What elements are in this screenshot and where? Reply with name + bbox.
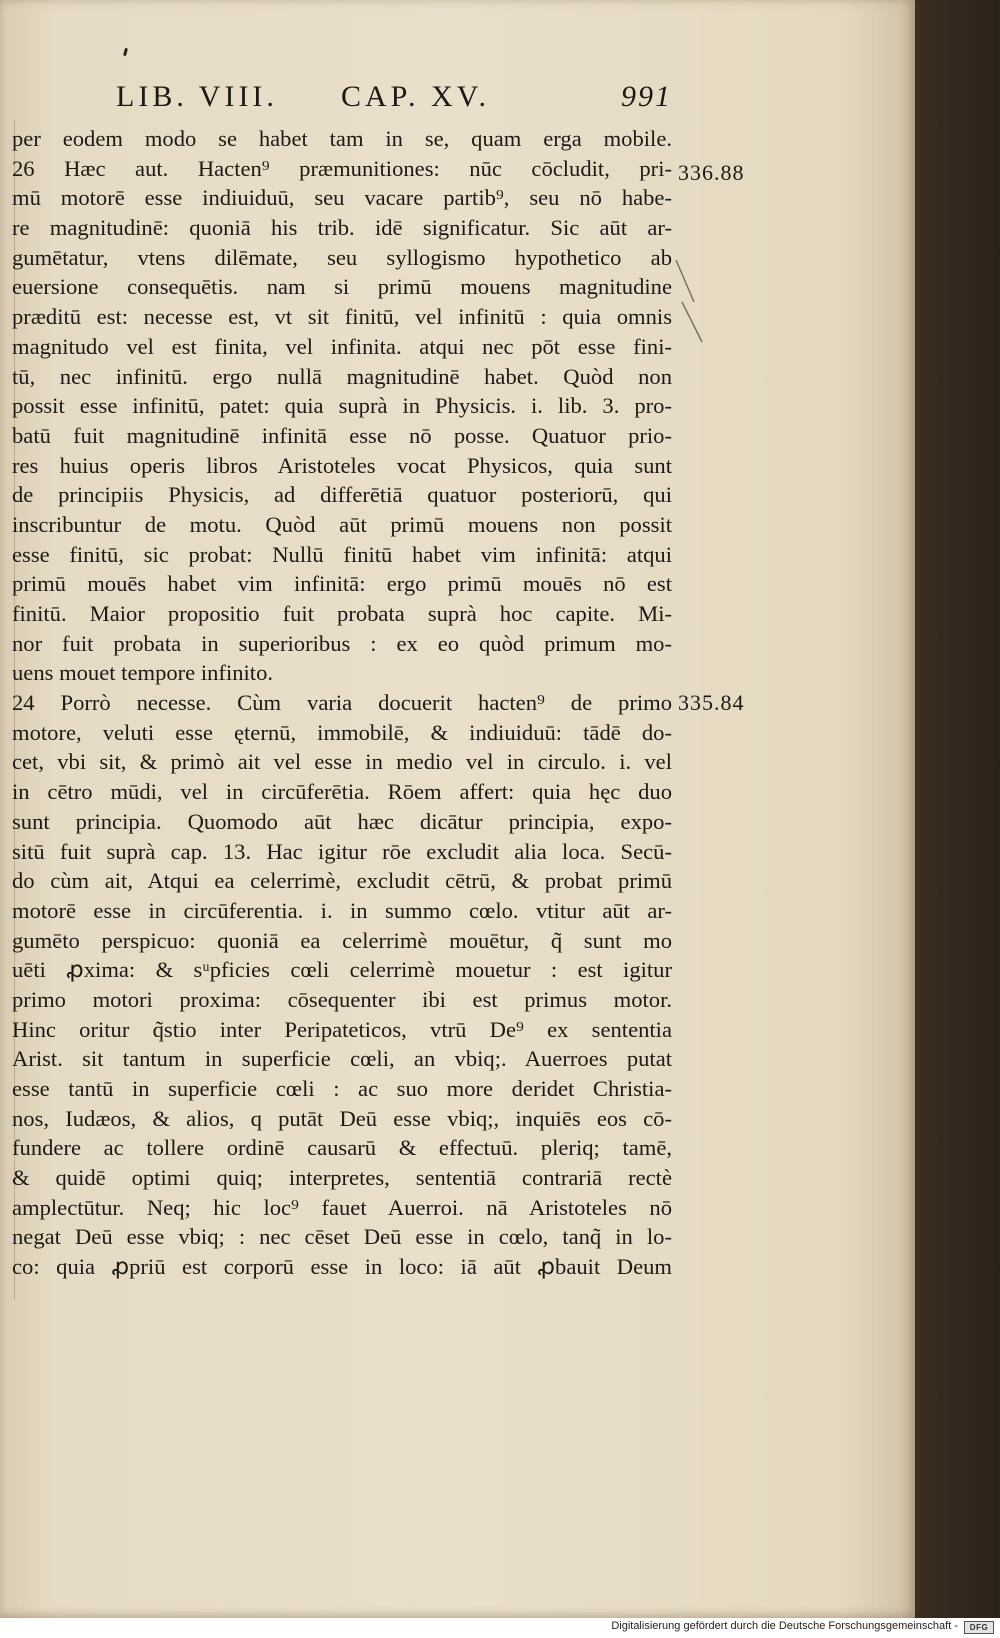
text-line: gumēto perspicuo: quoniā ea celerrimè mouētur, q̃ sunt mo [12, 927, 672, 953]
text-line: possit esse infinitū, patet: quia suprà in Physicis. i. lib. 3. pro- [12, 393, 672, 419]
margin-note-second: 335.84 [678, 690, 745, 715]
page-number: 991 [621, 80, 672, 113]
body-text [12, 124, 672, 1282]
text-line: nos, Iudæos, & alios, q putāt Deū esse vbiq;, inquiēs eos cō- [12, 1105, 672, 1131]
text-line: res huius operis libros Aristoteles vocat Physicos, quia sunt [12, 452, 672, 478]
text-line: esse tantū in superficie cœli : ac suo more deridet Christia- [12, 1076, 672, 1101]
text-line: uēti ꝓxima: & sᵘpficies cœli celerrimè mouetur : est igitur [12, 957, 672, 983]
ink-speck [123, 48, 128, 57]
text-line: nor fuit probata in superioribus : ex eo quòd primum mo- [12, 630, 672, 656]
text-line: finitū. Maior propositio fuit probata suprà hoc capite. Mi- [12, 601, 672, 626]
text-line: mū motorē esse indiuiduū, seu vacare partib⁹, seu nō habe- [12, 185, 672, 211]
text-line: fundere ac tollere ordinē causarū & effectuū. pleriq; tamē, [12, 1135, 672, 1161]
text-line: re magnitudinē: quoniā his trib. idē significatur. Sic aūt ar- [12, 215, 672, 241]
margin-pen-stroke-icon [672, 256, 712, 346]
text-line: de principiis Physicis, ad differētiā quatuor posteriorū, qui [12, 482, 672, 508]
scan-background [915, 0, 1000, 1618]
text-line: amplectūtur. Neq; hic loc⁹ fauet Auerroi. nā Aristoteles nō [12, 1194, 672, 1220]
footer-bar [0, 1618, 1000, 1638]
running-head-chapter: CAP. XV. [341, 80, 490, 113]
footer-credit: Digitalisierung gefördert durch die Deutsche Forschungsgemeinschaft - [611, 1620, 958, 1632]
text-line: inscribuntur de motu. Quòd aūt primū mouens non possit [12, 511, 672, 537]
text-line: magnitudo vel est finita, vel infinita. atqui nec pōt esse fini- [12, 333, 672, 359]
text-line: in cētro mūdi, vel in circūferētia. Rōem affert: quia hęc duo [12, 779, 672, 805]
text-line: do cùm ait, Atqui ea celerrimè, excludit cētrū, & probat primū [12, 868, 672, 894]
running-head [116, 80, 676, 120]
text-line: Arist. sit tantum in superficie cœli, an vbiq;. Auerroes putat [12, 1046, 672, 1072]
text-line: & quidē optimi quiq; interpretes, sententiā contrariā rectè [12, 1165, 672, 1191]
text-line: gumētatur, vtens dilēmate, seu syllogismo hypothetico ab [12, 244, 672, 270]
text-line: euersione consequētis. nam si primū mouens magnitudine [12, 274, 672, 300]
text-line: motorē esse in circūferentia. i. in summo cœlo. vtitur aūt ar- [12, 897, 672, 923]
running-head-book: LIB. VIII. [116, 80, 278, 113]
text-line: sunt principia. Quomodo aūt hæc dicātur principia, expo- [12, 808, 672, 834]
text-line: primo motori proxima: cōsequenter ibi est primus motor. [12, 986, 672, 1012]
dfg-logo: DFG [964, 1621, 994, 1634]
text-line: cet, vbi sit, & primò ait vel esse in medio vel in circulo. i. vel [12, 749, 672, 775]
text-line: 24 Porrò necesse. Cùm varia docuerit hacten⁹ de primo [12, 690, 672, 716]
text-line: motore, veluti esse ęternū, immobilē, & indiuiduū: tādē do- [12, 719, 672, 745]
text-line: primū mouēs habet vim infinitā: ergo primū mouēs nō est [12, 571, 672, 597]
text-line: Hinc oritur q̃stio inter Peripateticos, vtrū De⁹ ex sententia [12, 1016, 672, 1042]
text-line: 26 Hæc aut. Hacten⁹ præmunitiones: nūc cōcludit, pri- [12, 155, 672, 181]
text-line: uens mouet tempore infinito. [12, 660, 274, 686]
text-line: sitū fuit suprà cap. 13. Hac igitur rōe excludit alia loca. Secū- [12, 838, 672, 864]
text-line: præditū est: necesse est, vt sit finitū, vel infinitū : quia omnis [12, 304, 672, 330]
text-line: batū fuit magnitudinē infinitā esse nō posse. Quatuor prio- [12, 422, 672, 448]
text-line: negat Deū esse vbiq; : nec cēset Deū esse in cœlo, tanq̃ in lo- [12, 1224, 672, 1250]
text-line: esse finitū, sic probat: Nullū finitū habet vim infinitā: atqui [12, 541, 672, 567]
text-line: per eodem modo se habet tam in se, quam erga mobile. [12, 126, 672, 151]
margin-note-first: 336.88 [678, 160, 745, 185]
text-line: tū, nec infinitū. ergo nullā magnitudinē habet. Quòd non [12, 363, 672, 389]
text-line: co: quia ꝓpriū est corporū esse in loco: iā aūt ꝓbauit Deum [12, 1254, 672, 1280]
